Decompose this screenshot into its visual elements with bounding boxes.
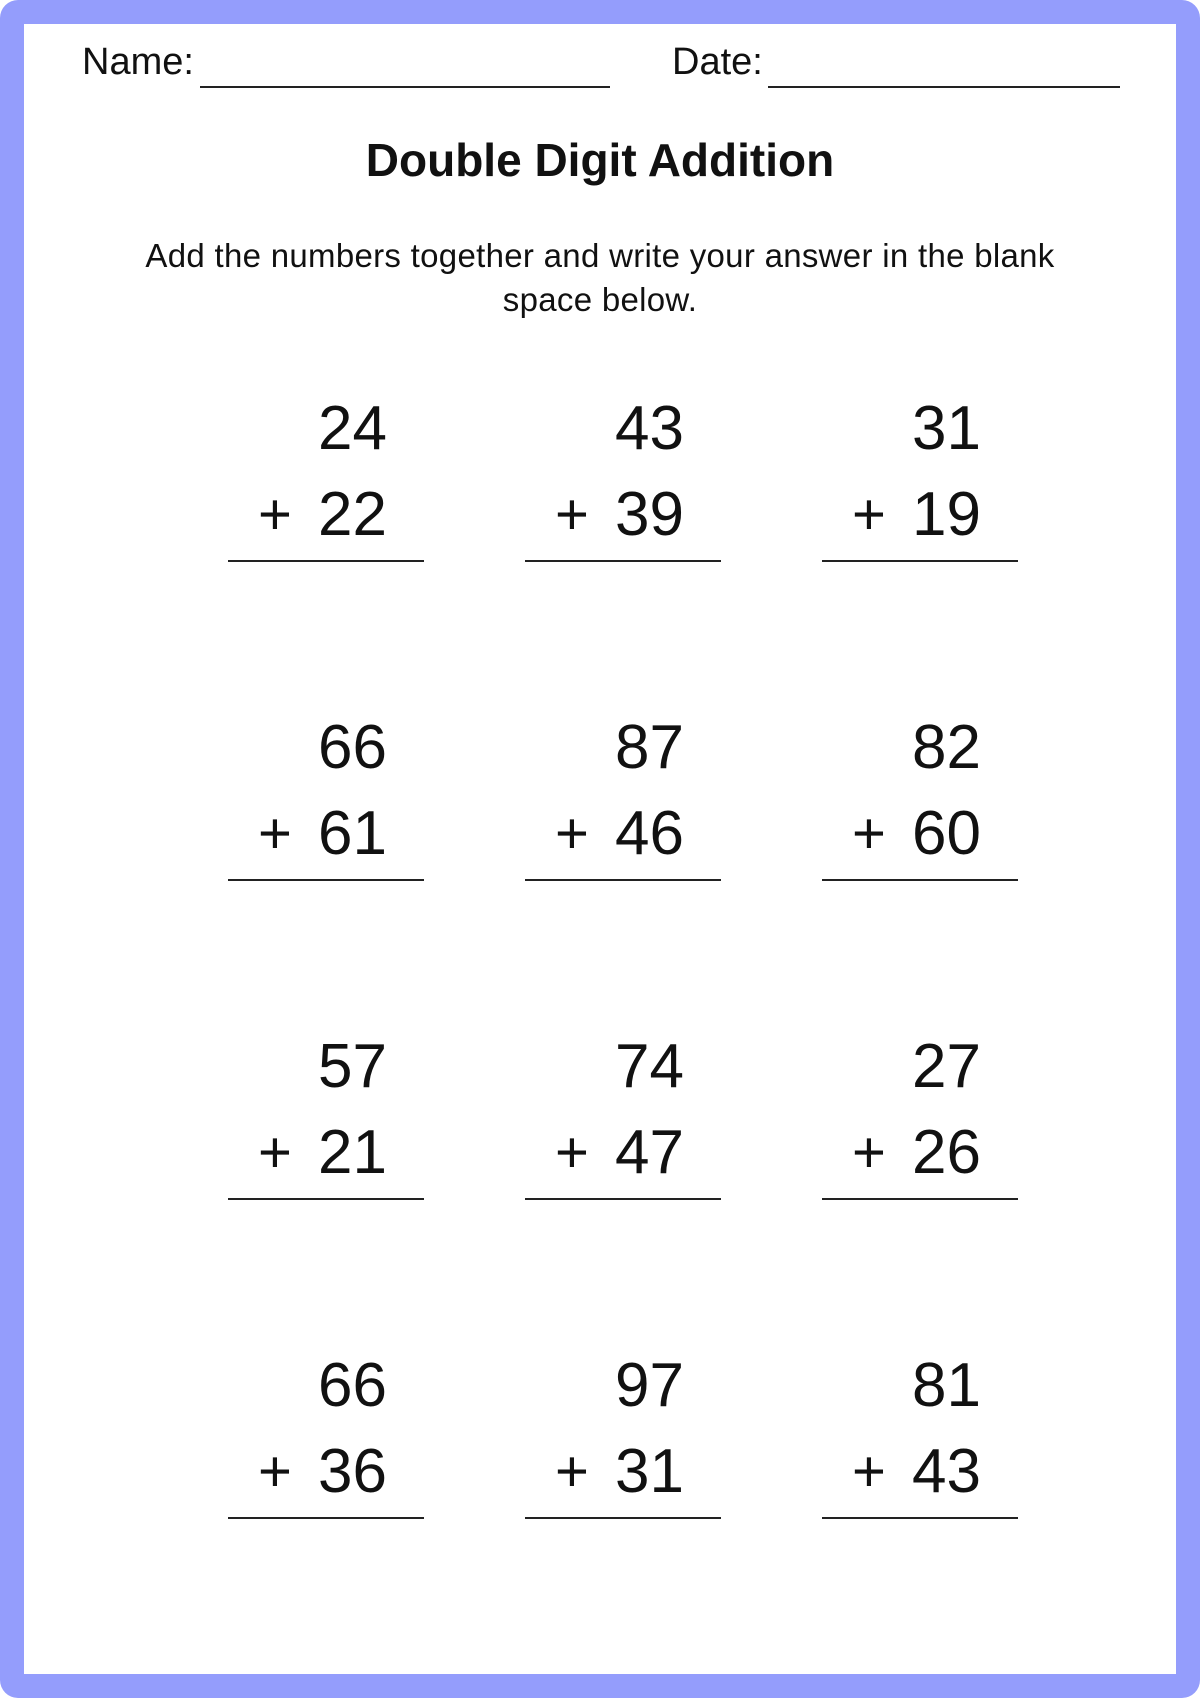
problem-top-number: 27 — [912, 1032, 981, 1101]
answer-line[interactable] — [525, 1517, 721, 1519]
plus-sign: + — [555, 1439, 589, 1504]
plus-sign: + — [852, 482, 886, 547]
problem-4 — [228, 712, 424, 892]
problem-top-number: 43 — [615, 394, 684, 463]
answer-line[interactable] — [822, 1517, 1018, 1519]
answer-line[interactable] — [525, 560, 721, 562]
problem-top-number: 66 — [318, 1351, 387, 1420]
problem-top-number: 82 — [912, 713, 981, 782]
problem-bottom-number: 22 — [318, 480, 387, 549]
answer-line[interactable] — [525, 1198, 721, 1200]
problem-top-number: 74 — [615, 1032, 684, 1101]
problem-5 — [525, 712, 721, 892]
plus-sign: + — [852, 801, 886, 866]
date-field-line[interactable] — [768, 86, 1120, 88]
problem-bottom-number: 36 — [318, 1437, 387, 1506]
problem-bottom-number: 31 — [615, 1437, 684, 1506]
answer-line[interactable] — [228, 879, 424, 881]
problem-top-number: 81 — [912, 1351, 981, 1420]
plus-sign: + — [555, 801, 589, 866]
answer-line[interactable] — [525, 879, 721, 881]
name-label: Name: — [82, 41, 194, 83]
answer-line[interactable] — [228, 1198, 424, 1200]
problem-bottom-number: 61 — [318, 799, 387, 868]
answer-line[interactable] — [228, 560, 424, 562]
answer-line[interactable] — [228, 1517, 424, 1519]
date-label: Date: — [672, 41, 763, 83]
problem-bottom-number: 46 — [615, 799, 684, 868]
instructions-text: Add the numbers together and write your answer in the blank space below. — [145, 237, 1055, 318]
problem-top-number: 24 — [318, 394, 387, 463]
plus-sign: + — [258, 482, 292, 547]
problem-bottom-number: 47 — [615, 1118, 684, 1187]
problem-bottom-number: 43 — [912, 1437, 981, 1506]
answer-line[interactable] — [822, 879, 1018, 881]
problem-2 — [525, 393, 721, 573]
problem-8 — [525, 1031, 721, 1211]
plus-sign: + — [852, 1120, 886, 1185]
problem-12 — [822, 1350, 1018, 1530]
problem-top-number: 97 — [615, 1351, 684, 1420]
problem-bottom-number: 26 — [912, 1118, 981, 1187]
problem-1 — [228, 393, 424, 573]
plus-sign: + — [258, 1120, 292, 1185]
problem-bottom-number: 60 — [912, 799, 981, 868]
plus-sign: + — [258, 1439, 292, 1504]
problem-top-number: 57 — [318, 1032, 387, 1101]
problem-top-number: 66 — [318, 713, 387, 782]
problem-bottom-number: 39 — [615, 480, 684, 549]
answer-line[interactable] — [822, 560, 1018, 562]
plus-sign: + — [555, 482, 589, 547]
problem-6 — [822, 712, 1018, 892]
problem-bottom-number: 19 — [912, 480, 981, 549]
worksheet-title: Double Digit Addition — [365, 134, 835, 186]
problem-9 — [822, 1031, 1018, 1211]
problem-10 — [228, 1350, 424, 1530]
problem-11 — [525, 1350, 721, 1530]
plus-sign: + — [852, 1439, 886, 1504]
problem-bottom-number: 21 — [318, 1118, 387, 1187]
problem-top-number: 87 — [615, 713, 684, 782]
plus-sign: + — [258, 801, 292, 866]
plus-sign: + — [555, 1120, 589, 1185]
name-field-line[interactable] — [200, 86, 610, 88]
problem-7 — [228, 1031, 424, 1211]
problem-3 — [822, 393, 1018, 573]
answer-line[interactable] — [822, 1198, 1018, 1200]
problem-top-number: 31 — [912, 394, 981, 463]
